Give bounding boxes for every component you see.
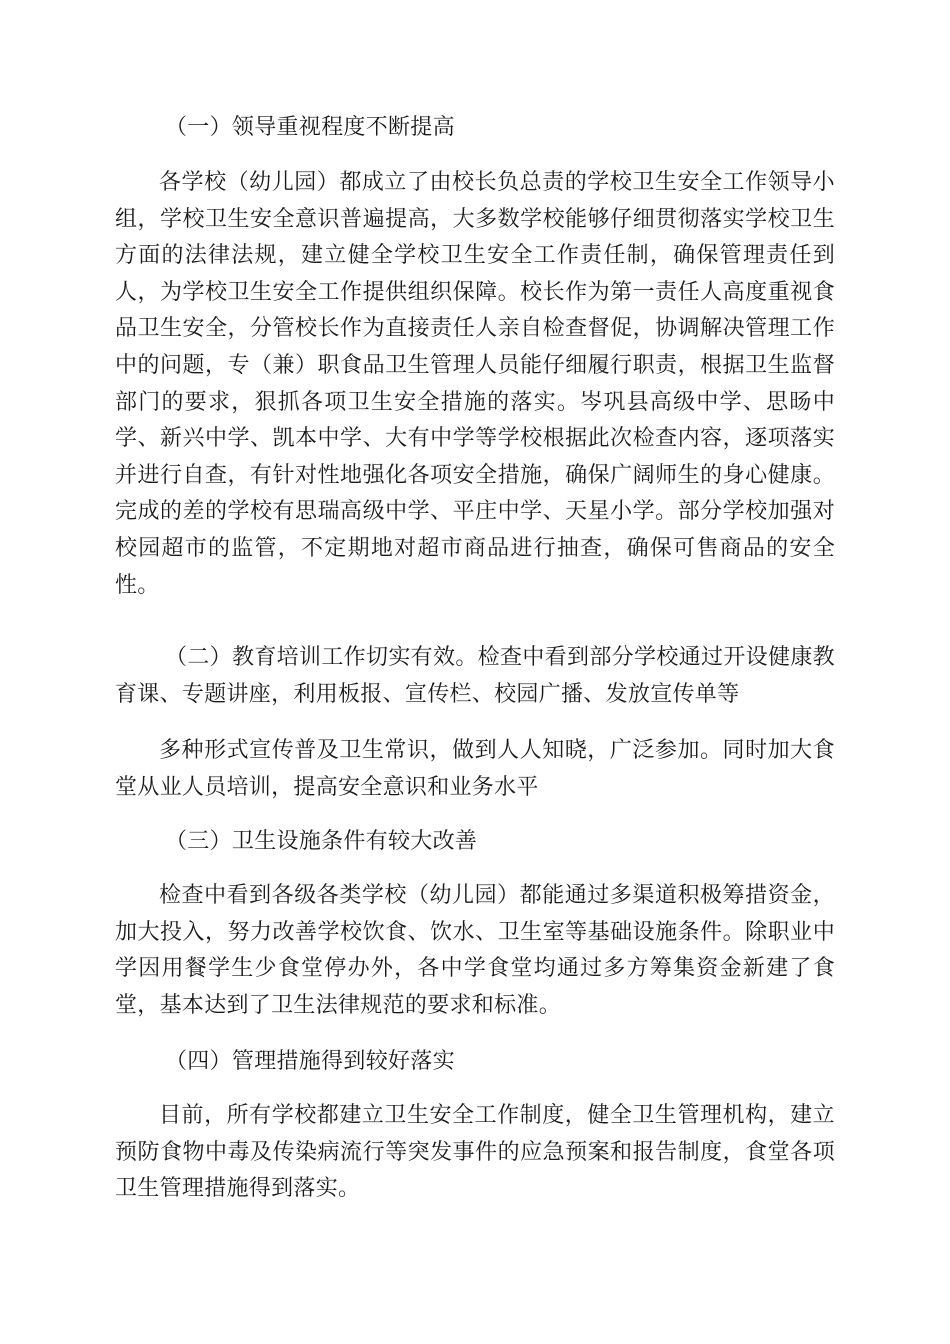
section-heading-1: （一）领导重视程度不断提高	[165, 115, 455, 140]
body-paragraph-4: 目前，所有学校都建立卫生安全工作制度，健全卫生管理机构，建立预防食物中毒及传染病流行等突发事件的应急预案和报告制度，食堂各项卫生管理措施得到落实。	[115, 1103, 835, 1202]
body-paragraph-3: 检查中看到各级各类学校（幼儿园）都能通过多渠道积极筹措资金，加大投入，努力改善学校饮食、饮水、卫生室等基础设施条件。除职业中学因用餐学生少食堂停办外，各中学食堂均通过多方筹集资金新建了食堂，基本达到了卫生法律规范的要求和标准。	[115, 883, 835, 1018]
body-paragraph-1: 各学校（幼儿园）都成立了由校长负总责的学校卫生安全工作领导小组，学校卫生安全意识普遍提高，大多数学校能够仔细贯彻落实学校卫生方面的法律法规，建立健全学校卫生安全工作责任制，确保管理责任到人，为学校卫生安全工作提供组织保障。校长作为第一责任人高度重视食品卫生安全，分管校长作为直接责任人亲自检查督促，协调解决管理工作中的问题，专（兼）职食品卫生管理人员能仔细履行职责，根据卫生监督部门的要求，狠抓各项卫生安全措施的落实。岑巩县高级中学、思旸中学、新兴中学、凯本中学、大有中学等学校根据此次检查内容，逐项落实并进行自查，有针对性地强化各项安全措施，确保广阔师生的身心健康。完成的差的学校有思瑞高级中学、平庄中学、天星小学。部分学校加强对校园超市的监管，不定期地对超市商品进行抽查，确保可售商品的安全性。	[115, 170, 835, 598]
section-heading-2: （二）教育培训工作切实有效。检查中看到部分学校通过开设健康教育课、专题讲座，利用板报、宣传栏、校园广播、发放宣传单等	[115, 645, 835, 707]
body-paragraph-2: 多种形式宣传普及卫生常识，做到人人知晓，广泛参加。同时加大食堂从业人员培训，提高安全意识和业务水平	[115, 738, 835, 800]
section-heading-3: （三）卫生设施条件有较大改善	[165, 829, 478, 854]
section-heading-4: （四）管理措施得到较好落实	[165, 1049, 455, 1074]
